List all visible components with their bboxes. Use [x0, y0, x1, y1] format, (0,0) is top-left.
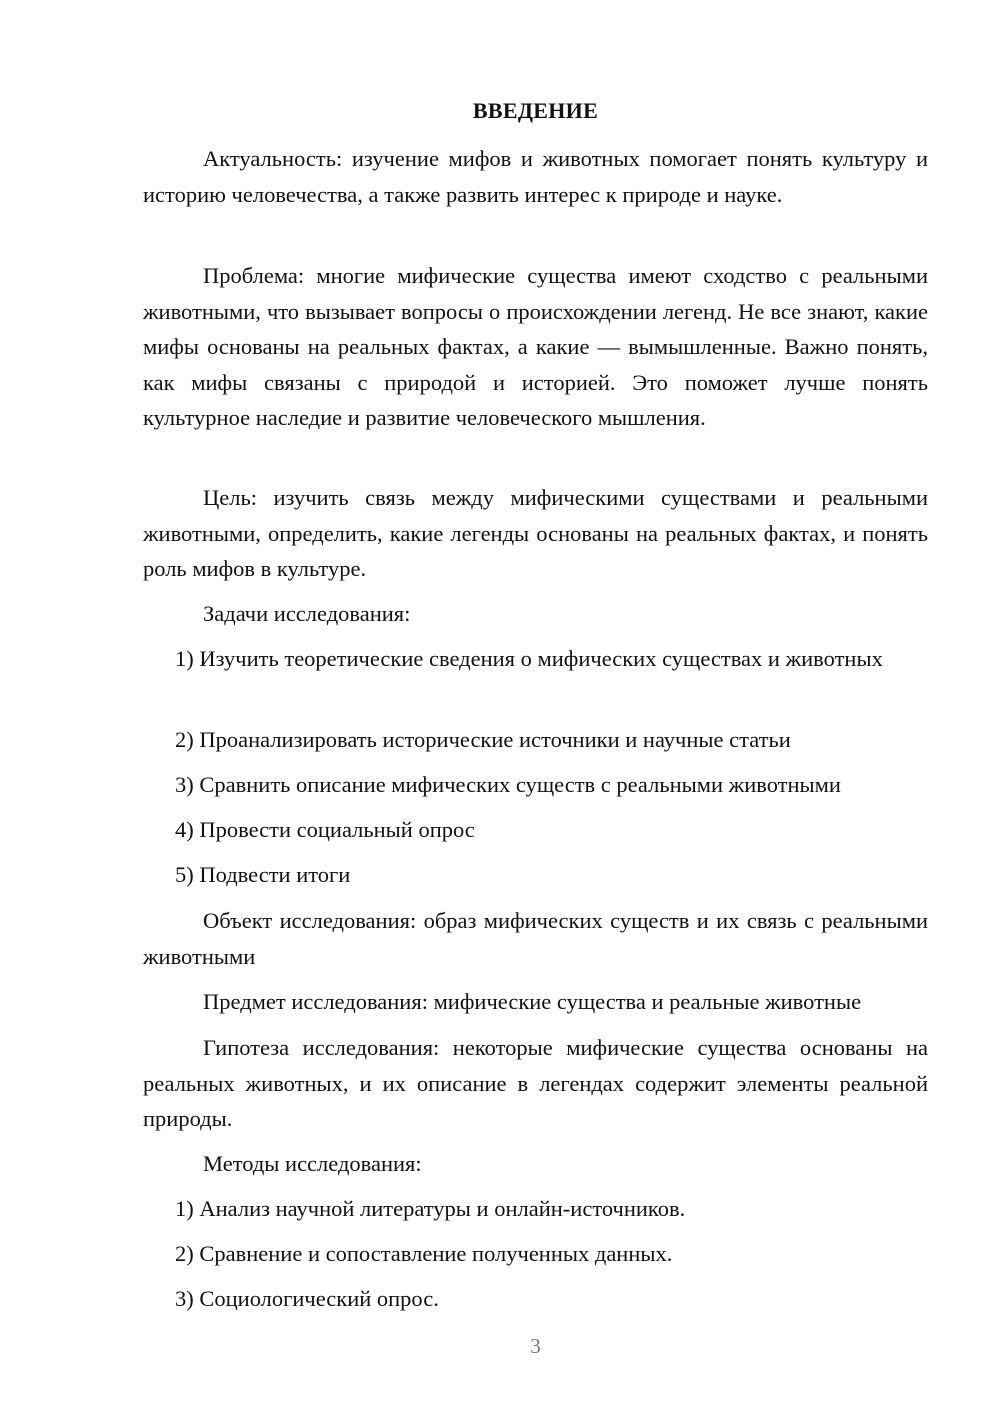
relevance-paragraph: Актуальность: изучение мифов и животных помогает понять культуру и историю человечества, а также развить интерес к природе и науке. — [143, 146, 928, 207]
page-title: ВВЕДЕНИЕ — [472, 98, 599, 123]
goal-paragraph: Цель: изучить связь между мифическими существами и реальными животными, определить, какие легенды основаны на реальных фактах, и понять роль мифов в культуре. — [143, 485, 928, 581]
page-number: 3 — [530, 1334, 541, 1358]
hypothesis-paragraph: Гипотеза исследования: некоторые мифические существа основаны на реальных животных, и их описание в легендах содержит элементы реальной природы. — [143, 1035, 928, 1131]
task-item-3: 3) Сравнить описание мифических существ с реальными животными — [175, 772, 841, 797]
problem-paragraph: Проблема: многие мифические существа имеют сходство с реальными животными, что вызывает вопросы о происхождении легенд. Не все знают, какие мифы основаны на реальных фактах, а какие — вымышленные. Важно понять, как мифы связаны с природой и историей. Это поможет лучше понять культурное наследие и развитие человеческого мышления. — [143, 263, 928, 430]
document-page — [143, 0, 928, 1414]
method-item-2: 2) Сравнение и сопоставление полученных данных. — [175, 1241, 673, 1266]
method-item-3: 3) Социологический опрос. — [175, 1286, 439, 1311]
method-item-1: 1) Анализ научной литературы и онлайн-источников. — [175, 1196, 686, 1221]
methods-heading: Методы исследования: — [203, 1151, 422, 1176]
task-item-2: 2) Проанализировать исторические источники и научные статьи — [175, 727, 791, 752]
tasks-heading: Задачи исследования: — [203, 601, 411, 626]
task-item-5: 5) Подвести итоги — [175, 862, 351, 887]
task-item-4: 4) Провести социальный опрос — [175, 817, 475, 842]
subject-paragraph: Предмет исследования: мифические существа и реальные животные — [203, 989, 862, 1014]
object-paragraph: Объект исследования: образ мифических существ и их связь с реальными животными — [143, 908, 928, 969]
task-item-1: 1) Изучить теоретические сведения о мифических существах и животных — [175, 646, 883, 671]
